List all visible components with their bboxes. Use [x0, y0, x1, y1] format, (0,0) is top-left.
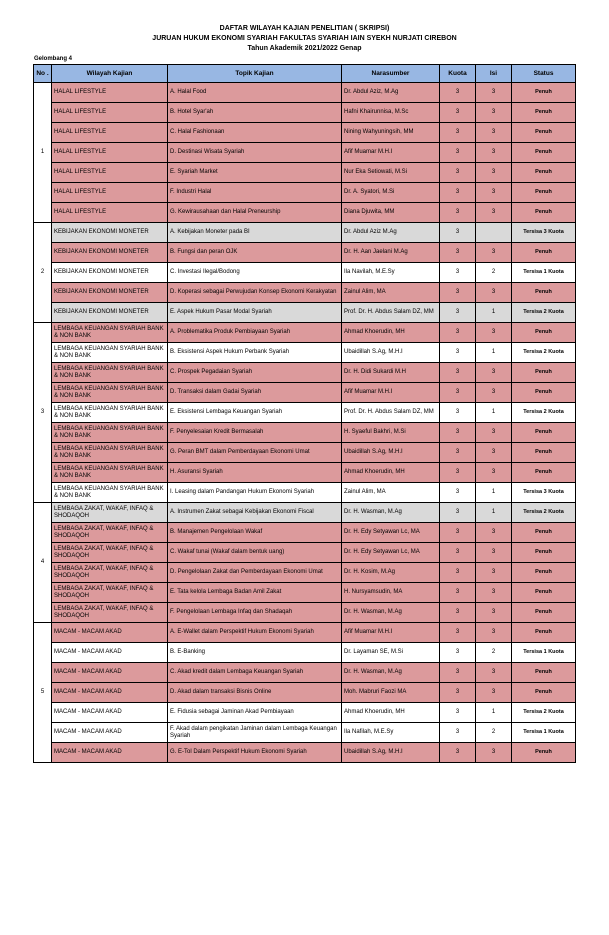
table-row — [34, 223, 576, 243]
cell-wilayah: LEMBAGA KEUANGAN SYARIAH BANK & NON BANK — [52, 323, 168, 343]
cell-narasumber: Afif Muamar M.H.I — [342, 623, 440, 643]
cell-status: Penuh — [512, 103, 576, 123]
table-row — [34, 523, 576, 543]
cell-isi: 3 — [476, 163, 512, 183]
cell-kuota: 3 — [440, 463, 476, 483]
cell-wilayah: HALAL LIFESTYLE — [52, 123, 168, 143]
cell-wilayah: HALAL LIFESTYLE — [52, 163, 168, 183]
cell-status: Penuh — [512, 463, 576, 483]
cell-kuota: 3 — [440, 123, 476, 143]
table-row — [34, 243, 576, 263]
cell-isi — [476, 223, 512, 243]
cell-wilayah: LEMBAGA ZAKAT, WAKAF, INFAQ & SHODAQOH — [52, 603, 168, 623]
cell-kuota: 3 — [440, 243, 476, 263]
cell-isi: 3 — [476, 543, 512, 563]
table-row — [34, 263, 576, 283]
cell-narasumber: Dr. Abdul Aziz M.Ag — [342, 223, 440, 243]
cell-isi: 3 — [476, 123, 512, 143]
cell-status: Tersisa 1 Kuota — [512, 263, 576, 283]
cell-narasumber: Ila Nafilah, M.E.Sy — [342, 723, 440, 743]
cell-wilayah: MACAM - MACAM AKAD — [52, 743, 168, 763]
cell-wilayah: KEBIJAKAN EKONOMI MONETER — [52, 243, 168, 263]
cell-isi: 1 — [476, 483, 512, 503]
cell-kuota: 3 — [440, 223, 476, 243]
cell-narasumber: Dr. A. Syatori, M.Si — [342, 183, 440, 203]
cell-isi: 3 — [476, 243, 512, 263]
cell-topik: D. Destinasi Wisata Syariah — [168, 143, 342, 163]
col-header-wilayah: Wilayah Kajian — [52, 65, 168, 83]
table-row — [34, 563, 576, 583]
cell-status: Penuh — [512, 243, 576, 263]
cell-isi: 3 — [476, 463, 512, 483]
cell-narasumber: Dr. H. Wasman, M.Ag — [342, 663, 440, 683]
cell-wilayah: LEMBAGA KEUANGAN SYARIAH BANK & NON BANK — [52, 343, 168, 363]
cell-kuota: 3 — [440, 723, 476, 743]
cell-status: Penuh — [512, 443, 576, 463]
cell-status: Tersisa 1 Kuota — [512, 643, 576, 663]
cell-kuota: 3 — [440, 643, 476, 663]
academic-year: Tahun Akademik 2021/2022 Genap — [247, 45, 362, 52]
table-row — [34, 503, 576, 523]
cell-topik: B. Fungsi dan peran OJK — [168, 243, 342, 263]
cell-wilayah: LEMBAGA KEUANGAN SYARIAH BANK & NON BANK — [52, 463, 168, 483]
col-header-no: No . — [34, 65, 52, 83]
col-header-status: Status — [512, 65, 576, 83]
table-row — [34, 743, 576, 763]
table-row — [34, 703, 576, 723]
cell-wilayah: LEMBAGA ZAKAT, WAKAF, INFAQ & SHODAQOH — [52, 543, 168, 563]
table-row — [34, 683, 576, 703]
cell-topik: E. Fidusia sebagai Jaminan Akad Pembiayaan — [168, 703, 342, 723]
cell-isi: 3 — [476, 443, 512, 463]
cell-status: Penuh — [512, 663, 576, 683]
cell-status: Penuh — [512, 423, 576, 443]
cell-topik: D. Pengelolaan Zakat dan Pemberdayaan Ekonomi Umat — [168, 563, 342, 583]
table-row — [34, 163, 576, 183]
cell-wilayah: LEMBAGA KEUANGAN SYARIAH BANK & NON BANK — [52, 443, 168, 463]
cell-narasumber: Dr. H. Wasman, M.Ag — [342, 503, 440, 523]
cell-status: Penuh — [512, 603, 576, 623]
cell-status: Penuh — [512, 563, 576, 583]
col-header-kuota: Kuota — [440, 65, 476, 83]
cell-kuota: 3 — [440, 523, 476, 543]
cell-wilayah: KEBIJAKAN EKONOMI MONETER — [52, 223, 168, 243]
cell-kuota: 3 — [440, 663, 476, 683]
cell-narasumber: Hafni Khairunnisa, M.Sc — [342, 103, 440, 123]
cell-isi: 3 — [476, 423, 512, 443]
cell-isi: 1 — [476, 343, 512, 363]
cell-kuota: 3 — [440, 703, 476, 723]
cell-isi: 2 — [476, 723, 512, 743]
cell-status: Tersisa 2 Kuota — [512, 503, 576, 523]
cell-kuota: 3 — [440, 623, 476, 643]
cell-narasumber: Dr. H. Aan Jaelani M.Ag — [342, 243, 440, 263]
cell-status: Penuh — [512, 83, 576, 103]
cell-wilayah: LEMBAGA ZAKAT, WAKAF, INFAQ & SHODAQOH — [52, 563, 168, 583]
cell-status: Penuh — [512, 163, 576, 183]
cell-kuota: 3 — [440, 343, 476, 363]
cell-wilayah: LEMBAGA KEUANGAN SYARIAH BANK & NON BANK — [52, 363, 168, 383]
cell-isi: 1 — [476, 403, 512, 423]
cell-wilayah: LEMBAGA KEUANGAN SYARIAH BANK & NON BANK — [52, 483, 168, 503]
cell-isi: 3 — [476, 563, 512, 583]
cell-narasumber: Zainul Alim, MA — [342, 483, 440, 503]
cell-kuota: 3 — [440, 363, 476, 383]
cell-wilayah: HALAL LIFESTYLE — [52, 83, 168, 103]
table-row — [34, 303, 576, 323]
cell-isi: 3 — [476, 663, 512, 683]
table-row — [34, 383, 576, 403]
table-row — [34, 643, 576, 663]
cell-status: Tersisa 2 Kuota — [512, 343, 576, 363]
cell-wilayah: LEMBAGA KEUANGAN SYARIAH BANK & NON BANK — [52, 403, 168, 423]
cell-isi: 3 — [476, 583, 512, 603]
table-row — [34, 363, 576, 383]
cell-topik: B. Hotel Syar'ah — [168, 103, 342, 123]
cell-topik: F. Penyelesaian Kredit Bermasalah — [168, 423, 342, 443]
cell-kuota: 3 — [440, 183, 476, 203]
cell-narasumber: Ubaidillah S.Ag, M.H.I — [342, 743, 440, 763]
cell-status: Penuh — [512, 683, 576, 703]
cell-narasumber: Dr. H. Wasman, M.Ag — [342, 603, 440, 623]
cell-topik: D. Transaksi dalam Gadai Syariah — [168, 383, 342, 403]
table-row — [34, 603, 576, 623]
cell-isi: 1 — [476, 303, 512, 323]
cell-topik: F. Industri Halal — [168, 183, 342, 203]
cell-topik: E. Syariah Market — [168, 163, 342, 183]
cell-topik: H. Asuransi Syariah — [168, 463, 342, 483]
col-header-narasumber: Narasumber — [342, 65, 440, 83]
table-row — [34, 543, 576, 563]
table-row — [34, 203, 576, 223]
cell-kuota: 3 — [440, 583, 476, 603]
cell-kuota: 3 — [440, 603, 476, 623]
cell-wilayah: KEBIJAKAN EKONOMI MONETER — [52, 263, 168, 283]
cell-topik: E. Tata kelola Lembaga Badan Amil Zakat — [168, 583, 342, 603]
cell-isi: 3 — [476, 323, 512, 343]
table-row — [34, 463, 576, 483]
cell-wilayah: MACAM - MACAM AKAD — [52, 623, 168, 643]
table-row — [34, 403, 576, 423]
table-row — [34, 343, 576, 363]
cell-kuota: 3 — [440, 403, 476, 423]
cell-kuota: 3 — [440, 303, 476, 323]
table-row — [34, 443, 576, 463]
cell-status: Tersisa 2 Kuota — [512, 303, 576, 323]
cell-status: Penuh — [512, 183, 576, 203]
cell-narasumber: Ila Navilah, M.E.Sy — [342, 263, 440, 283]
cell-topik: C. Akad kredit dalam Lembaga Keuangan Syariah — [168, 663, 342, 683]
cell-topik: G. E-Tol Dalam Perspektif Hukum Ekonomi Syariah — [168, 743, 342, 763]
cell-kuota: 3 — [440, 143, 476, 163]
cell-wilayah: HALAL LIFESTYLE — [52, 103, 168, 123]
cell-wilayah: LEMBAGA KEUANGAN SYARIAH BANK & NON BANK — [52, 423, 168, 443]
cell-narasumber: Ahmad Khoerudin, MH — [342, 463, 440, 483]
gelombang-label: Gelombang 4 — [34, 56, 73, 62]
cell-topik: A. Halal Food — [168, 83, 342, 103]
document-title: DAFTAR WILAYAH KAJIAN PENELITIAN ( SKRIPSI) — [219, 25, 390, 32]
cell-wilayah: HALAL LIFESTYLE — [52, 143, 168, 163]
group-number: 5 — [34, 623, 52, 763]
cell-narasumber: Ahmad Khoerudin, MH — [342, 323, 440, 343]
cell-kuota: 3 — [440, 743, 476, 763]
cell-topik: F. Akad dalam pengikatan Jaminan dalam Lembaga Keuangan Syariah — [168, 723, 342, 743]
group-number: 1 — [34, 83, 52, 223]
cell-narasumber: Moh. Mabruri Faozi MA — [342, 683, 440, 703]
cell-kuota: 3 — [440, 543, 476, 563]
cell-wilayah: HALAL LIFESTYLE — [52, 203, 168, 223]
cell-status: Penuh — [512, 143, 576, 163]
cell-isi: 3 — [476, 103, 512, 123]
cell-isi: 3 — [476, 383, 512, 403]
cell-isi: 1 — [476, 703, 512, 723]
cell-topik: B. E-Banking — [168, 643, 342, 663]
cell-kuota: 3 — [440, 103, 476, 123]
cell-narasumber: Dr. H. Kosim, M.Ag — [342, 563, 440, 583]
cell-topik: A. Problematika Produk Pembiayaan Syariah — [168, 323, 342, 343]
cell-status: Tersisa 3 Kuota — [512, 223, 576, 243]
cell-status: Penuh — [512, 583, 576, 603]
cell-wilayah: LEMBAGA ZAKAT, WAKAF, INFAQ & SHODAQOH — [52, 523, 168, 543]
cell-narasumber: Ubaidillah S.Ag, M.H.I — [342, 443, 440, 463]
cell-topik: G. Kewirausahaan dan Halal Preneurship — [168, 203, 342, 223]
cell-topik: E. Aspek Hukum Pasar Modal Syariah — [168, 303, 342, 323]
cell-status: Penuh — [512, 123, 576, 143]
document-subtitle: JURUAN HUKUM EKONOMI SYARIAH FAKULTAS SYARIAH IAIN SYEKH NURJATI CIREBON — [152, 35, 457, 42]
cell-topik: D. Akad dalam transaksi Bisnis Online — [168, 683, 342, 703]
cell-kuota: 3 — [440, 503, 476, 523]
cell-isi: 3 — [476, 683, 512, 703]
col-header-topik: Topik Kajian — [168, 65, 342, 83]
cell-isi: 3 — [476, 203, 512, 223]
cell-status: Penuh — [512, 363, 576, 383]
cell-status: Penuh — [512, 323, 576, 343]
cell-isi: 2 — [476, 263, 512, 283]
cell-status: Penuh — [512, 203, 576, 223]
cell-status: Tersisa 2 Kuota — [512, 403, 576, 423]
cell-status: Penuh — [512, 383, 576, 403]
cell-kuota: 3 — [440, 683, 476, 703]
cell-topik: E. Eksistensi Lembaga Keuangan Syariah — [168, 403, 342, 423]
cell-wilayah: LEMBAGA ZAKAT, WAKAF, INFAQ & SHODAQOH — [52, 583, 168, 603]
cell-isi: 3 — [476, 523, 512, 543]
cell-narasumber: Dr. Abdul Aziz, M.Ag — [342, 83, 440, 103]
cell-isi: 3 — [476, 183, 512, 203]
cell-status: Penuh — [512, 283, 576, 303]
cell-topik: C. Prospek Pegadaian Syariah — [168, 363, 342, 383]
cell-wilayah: KEBIJAKAN EKONOMI MONETER — [52, 283, 168, 303]
cell-isi: 3 — [476, 743, 512, 763]
cell-narasumber: H. Nursyamsudin, MA — [342, 583, 440, 603]
cell-isi: 2 — [476, 643, 512, 663]
table-row — [34, 183, 576, 203]
cell-isi: 3 — [476, 143, 512, 163]
cell-narasumber: Prof. Dr. H. Abdus Salam DZ, MM — [342, 403, 440, 423]
cell-kuota: 3 — [440, 443, 476, 463]
cell-kuota: 3 — [440, 563, 476, 583]
cell-narasumber: Afif Muamar M.H.I — [342, 383, 440, 403]
cell-status: Penuh — [512, 543, 576, 563]
cell-wilayah: HALAL LIFESTYLE — [52, 183, 168, 203]
cell-narasumber: Dr. H. Didi Sukardi M.H — [342, 363, 440, 383]
table-row — [34, 583, 576, 603]
cell-wilayah: MACAM - MACAM AKAD — [52, 703, 168, 723]
cell-narasumber: Ubaidillah S.Ag, M.H.I — [342, 343, 440, 363]
cell-topik: D. Koperasi sebagai Perwujudan Konsep Ekonomi Kerakyatan — [168, 283, 342, 303]
cell-topik: I. Leasing dalam Pandangan Hukum Ekonomi Syariah — [168, 483, 342, 503]
cell-narasumber: Dr. H. Edy Setyawan Lc, MA — [342, 543, 440, 563]
table-row — [34, 103, 576, 123]
col-header-isi: Isi — [476, 65, 512, 83]
cell-kuota: 3 — [440, 323, 476, 343]
table-header — [34, 65, 576, 83]
table-body — [34, 83, 576, 763]
cell-topik: A. Instrumen Zakat sebagai Kebijakan Ekonomi Fiscal — [168, 503, 342, 523]
cell-isi: 3 — [476, 623, 512, 643]
cell-status: Penuh — [512, 743, 576, 763]
cell-narasumber: Afif Muamar M.H.I — [342, 143, 440, 163]
cell-status: Tersisa 1 Kuota — [512, 723, 576, 743]
cell-status: Tersisa 3 Kuota — [512, 483, 576, 503]
table-row — [34, 663, 576, 683]
cell-kuota: 3 — [440, 283, 476, 303]
cell-isi: 3 — [476, 603, 512, 623]
cell-narasumber: Ahmad Khoerudin, MH — [342, 703, 440, 723]
cell-narasumber: Nur Eka Setiowati, M.Si — [342, 163, 440, 183]
cell-status: Tersisa 2 Kuota — [512, 703, 576, 723]
cell-narasumber: Diana Djuwita, MM — [342, 203, 440, 223]
cell-narasumber: Nining Wahyuningsih, MM — [342, 123, 440, 143]
table-row — [34, 83, 576, 103]
table-row — [34, 283, 576, 303]
cell-isi: 1 — [476, 503, 512, 523]
cell-status: Penuh — [512, 523, 576, 543]
cell-status: Penuh — [512, 623, 576, 643]
group-number: 2 — [34, 223, 52, 323]
cell-kuota: 3 — [440, 383, 476, 403]
cell-topik: G. Peran BMT dalam Pemberdayaan Ekonomi Umat — [168, 443, 342, 463]
cell-isi: 3 — [476, 283, 512, 303]
cell-wilayah: MACAM - MACAM AKAD — [52, 723, 168, 743]
table-row — [34, 723, 576, 743]
table-row — [34, 323, 576, 343]
cell-kuota: 3 — [440, 423, 476, 443]
cell-wilayah: MACAM - MACAM AKAD — [52, 643, 168, 663]
cell-isi: 3 — [476, 83, 512, 103]
cell-wilayah: MACAM - MACAM AKAD — [52, 663, 168, 683]
cell-isi: 3 — [476, 363, 512, 383]
cell-narasumber: Dr. H. Edy Setyawan Lc, MA — [342, 523, 440, 543]
cell-topik: F. Pengelolaan Lembaga Infaq dan Shadaqah — [168, 603, 342, 623]
cell-topik: B. Eksistensi Aspek Hukum Perbank Syariah — [168, 343, 342, 363]
cell-kuota: 3 — [440, 203, 476, 223]
research-area-table — [33, 64, 576, 763]
cell-topik: A. Kebijakan Moneter pada BI — [168, 223, 342, 243]
cell-kuota: 3 — [440, 83, 476, 103]
table-row — [34, 143, 576, 163]
cell-wilayah: LEMBAGA ZAKAT, WAKAF, INFAQ & SHODAQOH — [52, 503, 168, 523]
cell-kuota: 3 — [440, 263, 476, 283]
cell-topik: C. Wakaf tunai (Wakaf dalam bentuk uang) — [168, 543, 342, 563]
cell-narasumber: Dr. Layaman SE, M.Si — [342, 643, 440, 663]
group-number: 4 — [34, 503, 52, 623]
cell-topik: C. Halal Fashionaan — [168, 123, 342, 143]
table-row — [34, 483, 576, 503]
cell-topik: C. Investasi Ilegal/Bodong — [168, 263, 342, 283]
cell-wilayah: LEMBAGA KEUANGAN SYARIAH BANK & NON BANK — [52, 383, 168, 403]
cell-topik: B. Manajemen Pengelolaan Wakaf — [168, 523, 342, 543]
cell-kuota: 3 — [440, 163, 476, 183]
table-row — [34, 423, 576, 443]
cell-narasumber: Prof. Dr. H. Abdus Salam DZ, MM — [342, 303, 440, 323]
cell-narasumber: Zainul Alim, MA — [342, 283, 440, 303]
table-row — [34, 623, 576, 643]
cell-narasumber: H. Syaeful Bakhri, M.Si — [342, 423, 440, 443]
cell-topik: A. E-Wallet dalam Perspektif Hukum Ekonomi Syariah — [168, 623, 342, 643]
table-row — [34, 123, 576, 143]
cell-kuota: 3 — [440, 483, 476, 503]
cell-wilayah: KEBIJAKAN EKONOMI MONETER — [52, 303, 168, 323]
cell-wilayah: MACAM - MACAM AKAD — [52, 683, 168, 703]
group-number: 3 — [34, 323, 52, 503]
